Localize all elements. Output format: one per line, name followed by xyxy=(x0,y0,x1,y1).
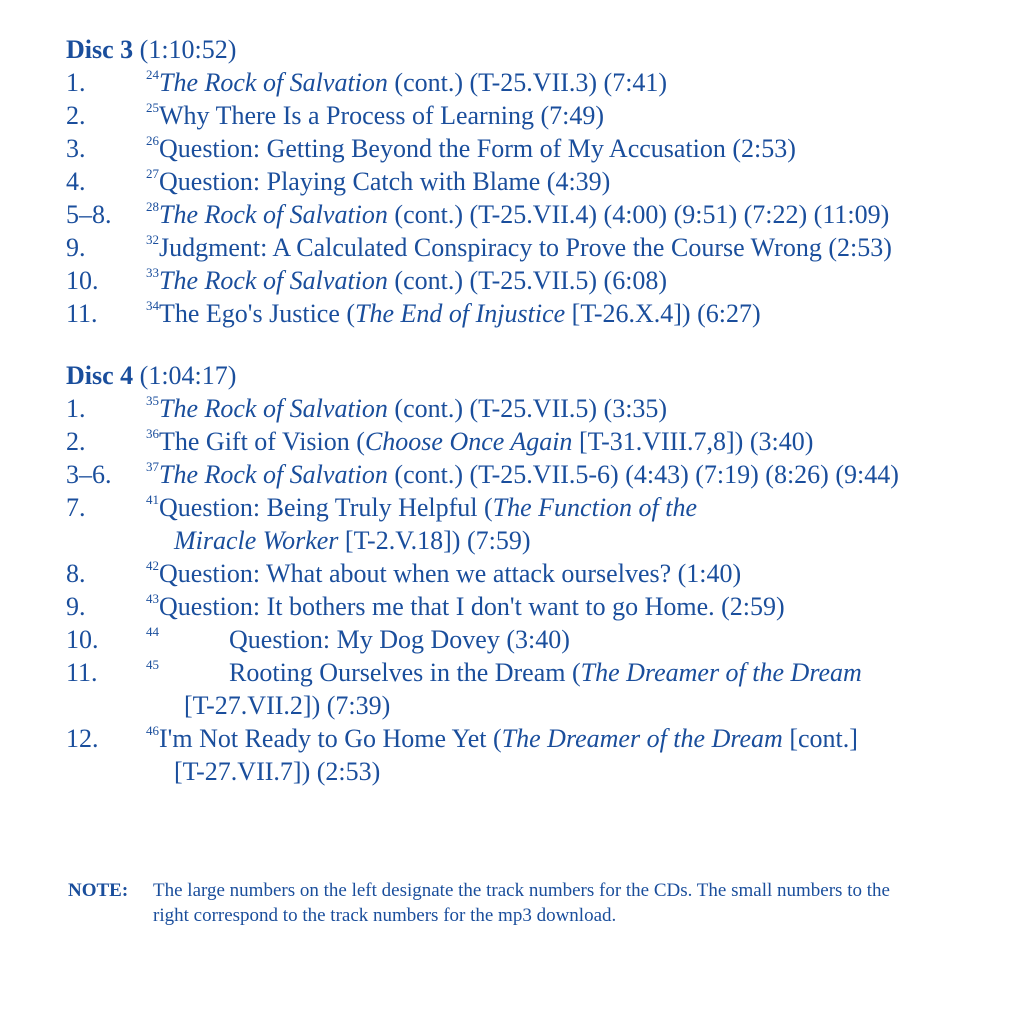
disc-duration: (1:10:52) xyxy=(139,35,237,64)
cd-track-number: 11. xyxy=(66,299,98,328)
cd-track-number: 5–8. xyxy=(66,200,112,229)
cd-track-number: 10. xyxy=(66,266,99,295)
cd-track-number: 10. xyxy=(66,625,99,654)
cd-track-number: 1. xyxy=(66,68,86,97)
italic-title: The Rock of Salvation xyxy=(159,460,388,489)
track-title xyxy=(146,722,858,788)
cd-track-number: 3–6. xyxy=(66,460,112,489)
track-title xyxy=(146,297,761,330)
track-title xyxy=(146,165,610,198)
track-title xyxy=(146,264,667,297)
track-title xyxy=(146,66,667,99)
track-text: Question: It bothers me that I don't want to go Home. (2:59) xyxy=(159,592,785,621)
mp3-track-number: 46 xyxy=(146,723,159,738)
mp3-track-number: 26 xyxy=(146,133,159,148)
mp3-track-number: 25 xyxy=(146,100,159,115)
track-row xyxy=(66,557,742,590)
track-title xyxy=(146,590,785,623)
track-text: (cont.) (T-25.VII.5) (3:35) xyxy=(387,394,668,423)
track-title-continuation xyxy=(146,755,858,788)
mp3-track-number: 27 xyxy=(146,166,159,181)
track-text: I'm Not Ready to Go Home Yet ( xyxy=(159,724,502,753)
track-text: The Gift of Vision ( xyxy=(159,427,365,456)
track-row xyxy=(66,722,858,788)
track-row xyxy=(66,590,785,623)
track-text: The Ego's Justice ( xyxy=(159,299,356,328)
italic-title: The Dreamer of the Dream xyxy=(501,724,783,753)
track-title-continuation xyxy=(146,524,697,557)
track-text: Question: Playing Catch with Blame (4:39) xyxy=(159,167,611,196)
track-text: [T-27.VII.7]) (2:53) xyxy=(174,757,381,786)
mp3-track-number: 32 xyxy=(146,232,159,247)
track-text: [T-2.V.18]) (7:59) xyxy=(338,526,531,555)
track-title xyxy=(146,458,899,491)
track-title xyxy=(146,231,892,264)
track-text: (cont.) (T-25.VII.5) (6:08) xyxy=(387,266,668,295)
track-title-continuation xyxy=(146,689,862,722)
disc-3-section xyxy=(66,33,892,330)
note-label: NOTE: xyxy=(68,880,129,901)
track-list xyxy=(66,392,899,788)
track-title xyxy=(146,623,570,656)
track-text: [T-27.VII.2]) (7:39) xyxy=(184,691,391,720)
track-text: Rooting Ourselves in the Dream ( xyxy=(229,658,581,687)
italic-title: Miracle Worker xyxy=(174,526,339,555)
track-row xyxy=(66,66,668,99)
mp3-track-number: 24 xyxy=(146,67,159,82)
cd-track-number: 11. xyxy=(66,658,98,687)
mp3-track-number: 33 xyxy=(146,265,159,280)
track-text: [T-26.X.4]) (6:27) xyxy=(565,299,761,328)
italic-title: The Rock of Salvation xyxy=(159,200,388,229)
italic-title: The Rock of Salvation xyxy=(159,68,388,97)
track-text: Question: Being Truly Helpful ( xyxy=(159,493,493,522)
cd-track-number: 1. xyxy=(66,394,86,423)
italic-title: The Function of the xyxy=(492,493,698,522)
track-row xyxy=(66,458,899,491)
mp3-track-number: 35 xyxy=(146,393,159,408)
cd-track-number: 9. xyxy=(66,233,86,262)
track-title xyxy=(146,198,889,231)
italic-title: The Rock of Salvation xyxy=(159,394,388,423)
track-row xyxy=(66,231,892,264)
italic-title: Choose Once Again xyxy=(364,427,573,456)
track-title xyxy=(146,425,813,458)
track-title xyxy=(146,557,741,590)
cd-track-number: 2. xyxy=(66,427,86,456)
track-row xyxy=(66,99,604,132)
track-title xyxy=(146,491,697,557)
cd-track-number: 2. xyxy=(66,101,86,130)
mp3-track-number: 28 xyxy=(146,199,159,214)
disc-heading xyxy=(66,359,236,392)
track-text: [T-31.VIII.7,8]) (3:40) xyxy=(572,427,814,456)
cd-track-number: 12. xyxy=(66,724,99,753)
track-text: Judgment: A Calculated Conspiracy to Prove the Course Wrong (2:53) xyxy=(159,233,892,262)
italic-title: The End of Injustice xyxy=(355,299,566,328)
track-list xyxy=(66,66,892,330)
cd-track-number: 4. xyxy=(66,167,86,196)
disc-duration: (1:04:17) xyxy=(139,361,237,390)
mp3-track-number: 42 xyxy=(146,558,159,573)
note-text: The large numbers on the left designate the track numbers for the CDs. The small numbers to the right correspond to the track numbers for the mp3 download. xyxy=(153,880,890,926)
track-text: Question: What about when we attack ourselves? (1:40) xyxy=(159,559,742,588)
cd-track-number: 8. xyxy=(66,559,86,588)
track-title xyxy=(146,132,796,165)
track-row xyxy=(66,425,814,458)
disc-label: Disc 3 xyxy=(66,35,134,64)
mp3-track-number: 37 xyxy=(146,459,159,474)
mp3-track-number: 41 xyxy=(146,492,159,507)
track-title xyxy=(146,656,862,722)
track-text: (cont.) (T-25.VII.5-6) (4:43) (7:19) (8:26) (9:44) xyxy=(387,460,899,489)
track-row xyxy=(66,165,611,198)
track-text: (cont.) (T-25.VII.4) (4:00) (9:51) (7:22) (11:09) xyxy=(387,200,890,229)
track-text: (cont.) (T-25.VII.3) (7:41) xyxy=(387,68,668,97)
mp3-track-number: 44 xyxy=(146,624,159,639)
track-text: Why There Is a Process of Learning (7:49) xyxy=(159,101,604,130)
disc-label: Disc 4 xyxy=(66,361,134,390)
track-text: [cont.] xyxy=(782,724,858,753)
mp3-track-number: 45 xyxy=(146,657,159,672)
track-text: Question: My Dog Dovey (3:40) xyxy=(229,625,570,654)
mp3-track-number: 43 xyxy=(146,591,159,606)
italic-title: The Dreamer of the Dream xyxy=(580,658,862,687)
track-row xyxy=(66,264,668,297)
track-row xyxy=(66,132,796,165)
mp3-track-number: 36 xyxy=(146,426,159,441)
disc-heading xyxy=(66,33,236,66)
cd-track-number: 7. xyxy=(66,493,86,522)
mp3-track-number: 34 xyxy=(146,298,159,313)
track-row xyxy=(66,392,668,425)
track-row xyxy=(66,297,761,330)
track-title xyxy=(146,392,667,425)
track-row xyxy=(66,623,570,656)
track-row xyxy=(66,198,890,231)
disc-4-section xyxy=(66,359,899,788)
track-title xyxy=(146,99,604,132)
track-row xyxy=(66,656,862,722)
cd-track-number: 9. xyxy=(66,592,86,621)
italic-title: The Rock of Salvation xyxy=(159,266,388,295)
cd-track-number: 3. xyxy=(66,134,86,163)
track-text: Question: Getting Beyond the Form of My Accusation (2:53) xyxy=(159,134,796,163)
track-row xyxy=(66,491,698,557)
